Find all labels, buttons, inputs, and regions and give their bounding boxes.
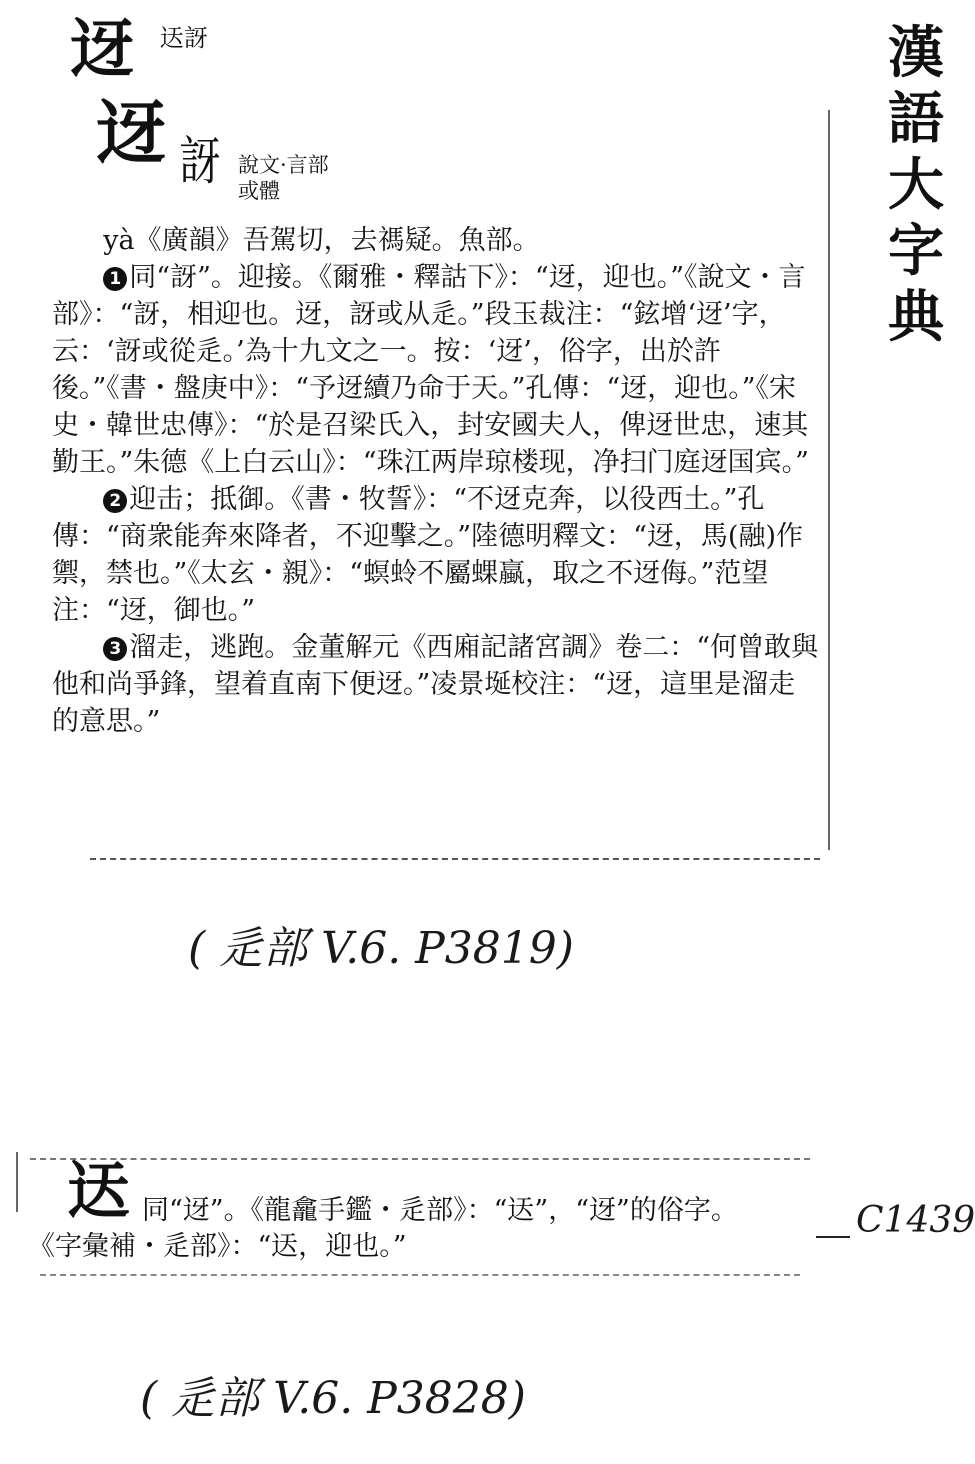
entry1-bottom-rule <box>90 858 820 860</box>
margin-dash <box>816 1236 850 1238</box>
seal-note-line1: 說文·言部 <box>238 153 329 177</box>
handwritten-reference-2: ( 辵部 V.6. P3828) <box>140 1373 526 1424</box>
seal-script-glyph: 訝 <box>179 132 221 192</box>
title-char: 典 <box>888 284 944 350</box>
headword-top: 迓 <box>70 12 134 87</box>
title-char: 語 <box>888 86 944 152</box>
pronunciation-line: yà《廣韻》吾駕切，去禡疑。魚部。 <box>103 225 540 256</box>
sense-1 <box>52 259 820 481</box>
entry2-definition-line1: 同“迓”。《龍龕手鑑・辵部》：“迗”，“迓”的俗字。 <box>142 1195 738 1226</box>
sense-1-text: 同“訝”。迎接。《爾雅・釋詁下》：“迓，迎也。”《說文・言部》：“訝，相迎也。迓，訝或从辵。”段玉裁注：“鉉增‘迓’字，云：‘訝或從辵。’為十九文之一。按：‘迓’，俗字，出於許後。”《書・盤庚中》：“予迓續乃命于天。”孔傳：“迓，迎也。”《宋史・韓世忠傳》：“於是召梁氏入，封安國夫人，俾迓世忠，速其勤王。”朱德《上白云山》：“珠江两岸琼楼现，净扫门庭迓国宾。” <box>52 262 809 478</box>
variants-note: 迗訝 <box>160 24 208 52</box>
headword-main: 迓 <box>96 91 166 174</box>
sense-2-text: 迎击；抵御。《書・牧誓》：“不迓克奔，以役西土。”孔傳：“商衆能奔來降者，不迎擊之。”陸德明釋文：“迓，馬(融)作禦，禁也。”《太玄・親》：“螟蛉不屬蜾蠃，取之不迓侮。”范望注：“迓，御也。” <box>52 484 803 626</box>
entry2-top-rule <box>30 1158 810 1160</box>
sense-2 <box>52 481 820 629</box>
seal-note-line2: 或體 <box>238 179 280 203</box>
entry-border-right <box>828 110 830 850</box>
entry2-definition-line2: 《字彙補・辵部》：“迗，迎也。” <box>28 1231 407 1262</box>
entry2-bottom-rule <box>40 1274 800 1276</box>
sense-3-text: 溜走，逃跑。金董解元《西廂記諸宮調》卷二：“何曾敢與他和尚爭鋒，望着直南下便迓。”凌景埏校注：“迓，這里是溜走的意思。” <box>52 632 819 737</box>
sense-number-1: 1 <box>103 267 127 291</box>
entry1-body <box>52 222 820 740</box>
entry2-headword: 迗 <box>68 1154 131 1227</box>
sense-number-2: 2 <box>103 489 127 513</box>
dictionary-title <box>884 20 948 350</box>
seal-source-note <box>238 152 329 204</box>
title-char: 大 <box>888 152 944 218</box>
title-char: 字 <box>888 218 944 284</box>
handwritten-reference-1: ( 辵部 V.6. P3819) <box>188 923 574 974</box>
sense-number-3: 3 <box>103 637 127 661</box>
sense-3 <box>52 629 820 740</box>
entry2-border-left <box>16 1152 18 1212</box>
title-char: 漢 <box>888 20 944 86</box>
margin-code: C1439 <box>856 1200 975 1241</box>
